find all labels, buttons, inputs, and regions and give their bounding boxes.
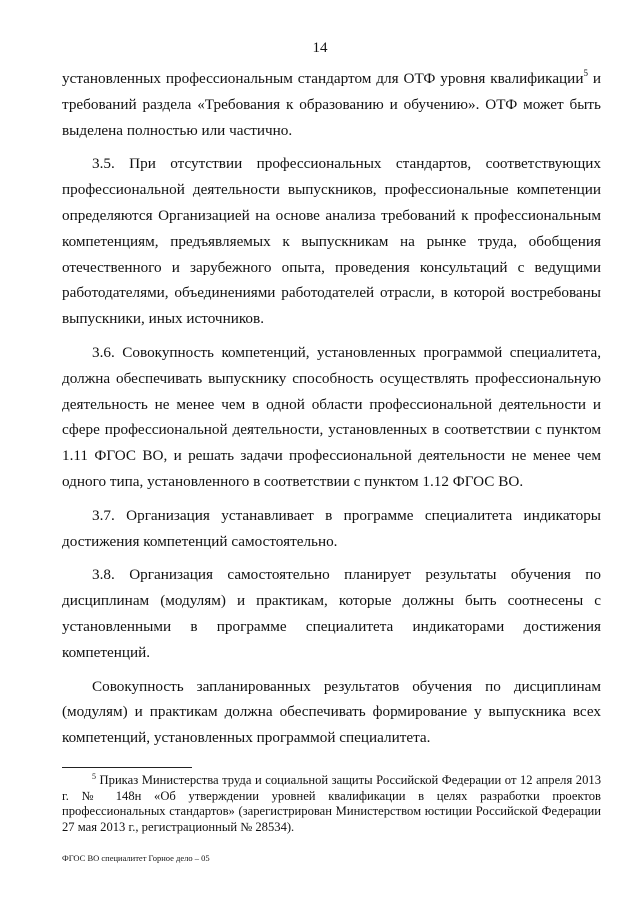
footnote-text: Приказ Министерства труда и социальной защиты Российской Федерации от 12 апреля 2013 г. № 148н «Об утверждении уровней квалификации в целях разработки проектов профессиональных стандартов» (зарегистрирован Министерством юстиции Российской Федерации 27 мая 2013 г., регистрационный № 28534). [62,773,601,834]
document-body [62,66,601,751]
footnote-paragraph [62,773,601,835]
paragraph-text: и требований раздела «Требования к образованию и обучению». ОТФ может быть выделена полностью или частично. [62,70,601,139]
paragraph-3-5: 3.5. При отсутствии профессиональных стандартов, соответствующих профессиональной деятельности выпускников, профессиональные компетенции определяются Организацией на основе анализа требований к профессиональным компетенциям, предъявляемых к выпускникам на рынке труда, обобщения отечественного и зарубежного опыта, проведения консультаций с ведущими работодателями, объединениями работодателей отрасли, в которой востребованы выпускники, иных источников. [62,155,601,328]
footnote-mark: 5 [92,772,96,781]
paragraph-text: установленных профессиональным стандартом для ОТФ уровня квалификации [62,70,584,87]
page-number: 14 [312,40,328,56]
footnote [62,773,601,835]
page-footer: ФГОС ВО специалитет Горное дело – 05 [62,853,210,863]
footnote-reference: 5 [583,68,588,78]
paragraph-results: Совокупность запланированных результатов обучения по дисциплинам (модулям) и практикам должна обеспечивать формирование у выпускника всех компетенций, установленных программой специалитета. [62,677,601,747]
paragraph-3-8: 3.8. Организация самостоятельно планирует результаты обучения по дисциплинам (модулям) и практикам, которые должны быть соотнесены с установленными в программе специалитета индикаторами достижения компетенций. [62,566,601,661]
paragraph-3-6: 3.6. Совокупность компетенций, установленных программой специалитета, должна обеспечивать выпускнику способность осуществлять профессиональную деятельность не менее чем в одной области профессиональной деятельности и сфере профессиональной деятельности, установленных в соответствии с пунктом 1.11 ФГОС ВО, и решать задачи профессиональной деятельности не менее чем одного типа, установленного в соответствии с пунктом 1.12 ФГОС ВО. [62,343,601,490]
footnote-separator [62,767,192,768]
paragraph-continuation [62,66,601,143]
paragraph-3-7: 3.7. Организация устанавливает в программе специалитета индикаторы достижения компетенций самостоятельно. [62,506,601,550]
